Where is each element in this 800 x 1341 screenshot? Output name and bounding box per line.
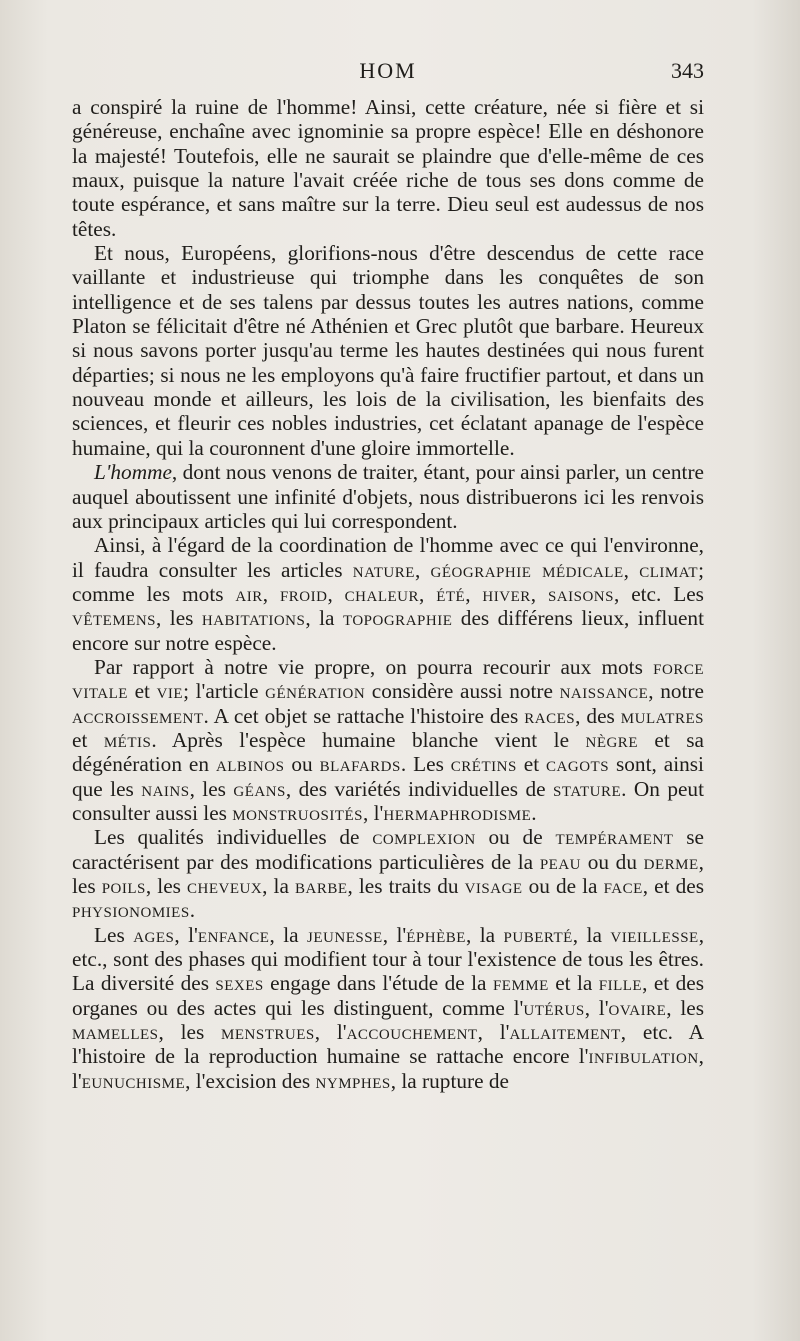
cross-reference-term: climat — [639, 557, 699, 582]
cross-reference-term: topographie — [342, 606, 453, 631]
paragraph — [72, 460, 704, 533]
text-run: . Les — [400, 752, 451, 777]
text-run: ou de — [475, 825, 556, 850]
text-run: des différens lieux, influent encore sur notre espèce. — [72, 606, 704, 655]
text-run: et — [72, 727, 104, 752]
cross-reference-term: utérus — [523, 995, 585, 1020]
cross-reference-term: accroissement — [72, 703, 204, 728]
text-run: , les traits du — [347, 874, 465, 898]
cross-reference-term: fille — [598, 971, 643, 996]
text-run: , l' — [584, 995, 609, 1020]
cross-reference-term: génération — [265, 679, 366, 704]
text-run: Les qualités individuelles de — [94, 825, 373, 850]
cross-reference-term: été — [436, 581, 466, 606]
cross-reference-term: monstruosités — [232, 800, 363, 825]
paragraph — [72, 923, 704, 1093]
paragraph — [72, 655, 704, 825]
text-run: , notre — [648, 679, 704, 704]
cross-reference-term: nature — [352, 557, 415, 582]
italic-term: L'homme — [94, 460, 172, 485]
cross-reference-term: air — [235, 581, 263, 606]
cross-reference-term: géans — [233, 776, 286, 801]
text-run: , etc. Les — [613, 581, 704, 606]
text-run: , les — [156, 606, 202, 631]
text-run: , l' — [362, 800, 384, 825]
text-run: , l' — [174, 922, 198, 947]
cross-reference-term: sexes — [215, 971, 264, 996]
text-run: . — [531, 800, 537, 825]
cross-reference-term: poils — [101, 874, 146, 898]
cross-reference-term: barbe — [294, 874, 348, 898]
text-run: ; comme les mots — [72, 557, 704, 606]
cross-reference-term: force vitale — [72, 654, 704, 704]
cross-reference-term: face — [603, 874, 643, 898]
text-run: , les — [189, 776, 234, 801]
text-run: . A cet objet se rattache l'histoire des — [203, 703, 525, 728]
cross-reference-term: cagots — [546, 752, 610, 777]
text-run: , des variétés individuelles de — [285, 776, 554, 801]
text-run: , les — [72, 849, 704, 898]
text-run: sont, ainsi que les — [72, 752, 704, 801]
cross-reference-term: peau — [539, 849, 581, 874]
text-run: . Après l'espèce humaine blanche vient le — [151, 727, 586, 752]
text-run: , — [530, 581, 548, 606]
cross-reference-term: accouchement — [346, 1020, 478, 1045]
paragraph — [72, 533, 704, 655]
cross-reference-term: naissance — [559, 679, 649, 704]
text-run: , l' — [477, 1020, 510, 1045]
paragraph: a conspiré la ruine de l'homme! Ainsi, cette créature, née si fière et si généreuse, enchaîne avec ignominie sa propre espèce! Elle en déshonore la majesté! Toutefois, elle ne saurait se plaindre que d'elle-même de ces maux, puisque la nature l'avait créée riche de tous ses dons comme de toute espérance, et sans maître sur la terre. Dieu seul est audessus de nos têtes. — [72, 95, 704, 241]
paragraph — [72, 825, 704, 922]
cross-reference-term: nègre — [585, 727, 638, 752]
text-run: , l' — [314, 1020, 347, 1045]
cross-reference-term: albinos — [215, 752, 285, 777]
cross-reference-term: chaleur — [344, 581, 420, 606]
cross-reference-term: visage — [464, 874, 523, 898]
text-run: , la — [572, 922, 611, 947]
text-run: , la — [262, 874, 295, 898]
text-run: , l' — [72, 1044, 704, 1093]
text-run: engage dans l'étude de la — [263, 971, 493, 996]
cross-reference-term: blafards — [319, 752, 401, 777]
text-run: ou de la — [522, 874, 604, 898]
text-run: Ainsi, à l'égard de la coordination de l'homme avec ce qui l'environne, il faudra consulter les articles — [72, 533, 704, 582]
text-run: , la — [465, 922, 504, 947]
text-run: , — [623, 557, 640, 582]
cross-reference-term: froid — [279, 581, 328, 606]
cross-reference-term: métis — [103, 727, 152, 752]
cross-reference-term: mulatres — [620, 703, 704, 728]
cross-reference-term: derme — [643, 849, 699, 874]
cross-reference-term: eunuchisme — [81, 1068, 186, 1093]
text-run: , et des organes ou des actes qui les distinguent, comme l' — [72, 971, 705, 1020]
text-run: , — [414, 557, 431, 582]
text-run: , les — [145, 874, 187, 898]
text-run: ou — [284, 752, 320, 777]
text-run: , l' — [382, 922, 407, 947]
cross-reference-term: géographie médicale — [430, 557, 624, 582]
text-run: considère aussi notre — [365, 679, 560, 704]
cross-reference-term: nymphes — [315, 1068, 391, 1093]
cross-reference-term: ovaire — [608, 995, 667, 1020]
text-run: , les — [666, 995, 704, 1020]
cross-reference-term: infibulation — [588, 1044, 699, 1069]
text-run: . — [189, 898, 196, 923]
cross-reference-term: stature — [553, 776, 622, 801]
text-run: , la — [269, 922, 308, 947]
cross-reference-term: éphèbe — [406, 922, 466, 947]
cross-reference-term: races — [524, 703, 576, 728]
text-run: , etc. A l'histoire de la reproduction humaine se rattache encore l' — [72, 1020, 704, 1069]
cross-reference-term: femme — [492, 971, 549, 996]
text-run: se caractérisent par des modifications particulières de la — [72, 825, 704, 874]
body-text — [72, 95, 704, 1093]
text-run: , les — [158, 1020, 222, 1045]
cross-reference-term: vieillesse — [610, 922, 699, 947]
text-run: et sa dégénération en — [72, 727, 704, 777]
cross-reference-term: nains — [141, 776, 190, 801]
text-run: , la rupture de — [390, 1068, 509, 1093]
text-run: , — [262, 581, 280, 606]
text-run: , l'excision des — [185, 1068, 316, 1093]
text-run: et — [127, 679, 157, 704]
paragraph-text: , dont nous venons de traiter, étant, pour ainsi parler, un centre auquel aboutissent une infinité d'objets, nous distribuerons ici les renvois aux principaux articles qui lui correspondent. — [72, 460, 704, 533]
paragraph: Et nous, Européens, glorifions-nous d'être descendus de cette race vaillante et industrieuse qui triomphe dans les conquêtes de son intelligence et de ses talens par dessus toutes les autres nations, comme Platon se félicitait d'être né Athénien et Grec plutôt que barbare. Heureux si nous savons porter jusqu'au terme les hautes destinées qui nous furent départies; si nous ne les employons qu'à faire fructifier partout, et dans un nouveau monde et ailleurs, les lois de la civilisation, les bienfaits des sciences, et fleurir ces nobles industries, cet éclatant apanage de l'espèce humaine, qui la couronnent d'une gloire immortelle. — [72, 241, 704, 460]
text-run: Par rapport à notre vie propre, on pourra recourir aux mots — [94, 654, 654, 679]
cross-reference-term: vêtemens — [72, 606, 156, 631]
text-run: ou du — [581, 849, 644, 874]
cross-reference-term: tempérament — [555, 825, 674, 850]
cross-reference-term: allaitement — [509, 1020, 621, 1045]
cross-reference-term: ages — [133, 922, 175, 947]
cross-reference-term: menstrues — [221, 1020, 315, 1045]
cross-reference-term: crétins — [450, 752, 517, 777]
cross-reference-term: complexion — [372, 825, 476, 850]
cross-reference-term: enfance — [197, 922, 270, 947]
cross-reference-term: vie — [156, 679, 184, 704]
cross-reference-term: physionomies — [72, 898, 190, 923]
text-run: , — [419, 581, 437, 606]
cross-reference-term: habitations — [201, 606, 306, 631]
cross-reference-term: saisons — [547, 581, 614, 606]
text-run: , des — [575, 703, 621, 728]
page-header — [72, 58, 704, 92]
cross-reference-term: jeunesse — [307, 922, 383, 947]
cross-reference-term: puberté — [503, 922, 573, 947]
text-run: et — [516, 752, 547, 777]
text-run: ; l'article — [183, 679, 266, 704]
cross-reference-term: hermaphrodisme — [383, 800, 532, 825]
running-head: HOM — [359, 58, 417, 83]
text-run: , etc., sont des phases qui modifient tour à tour l'existence de tous les êtres. La diversité des — [72, 922, 705, 996]
cross-reference-term: hiver — [482, 581, 531, 606]
page-number: 343 — [671, 58, 704, 83]
cross-reference-term: mamelles — [72, 1020, 159, 1045]
text-run: , — [327, 581, 345, 606]
text-run: , et des — [642, 874, 704, 898]
text-run: et la — [548, 971, 599, 996]
text-run: , — [465, 581, 483, 606]
text-run: . On peut consulter aussi les — [72, 776, 704, 825]
text-run: Les — [94, 922, 134, 947]
cross-reference-term: cheveux — [187, 874, 263, 898]
text-run: , la — [305, 606, 343, 631]
